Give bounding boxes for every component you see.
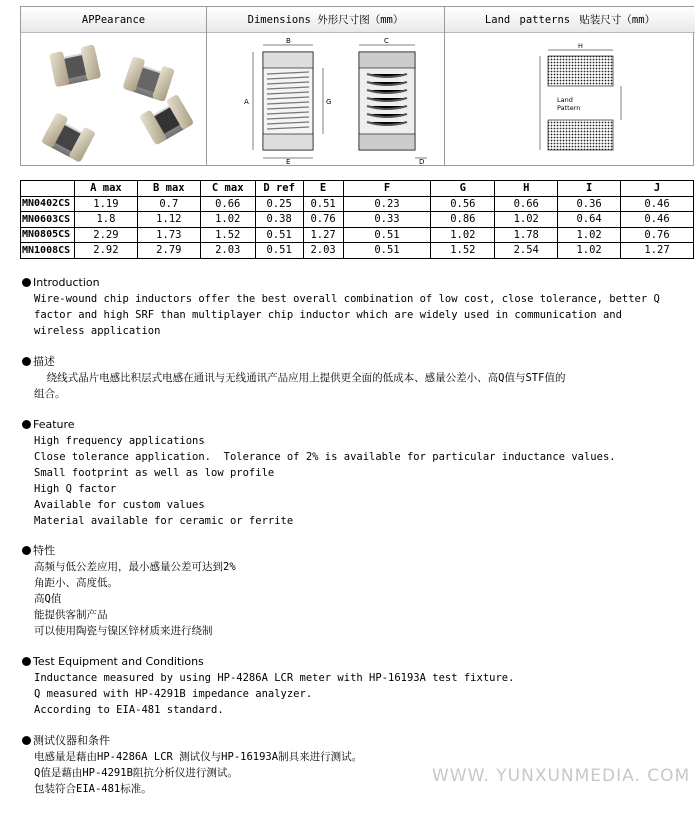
table-cell: 1.02 — [495, 212, 558, 228]
col-header: F — [343, 181, 431, 197]
table-cell: 0.56 — [431, 196, 495, 212]
table-cell: 2.92 — [74, 243, 137, 259]
table-cell: 1.02 — [558, 227, 621, 243]
col-header: A max — [74, 181, 137, 197]
intro-cn-line: 组合。 — [34, 388, 66, 400]
table-cell: MN0603CS — [21, 212, 75, 228]
col-header: J — [621, 181, 694, 197]
appearance-photo — [21, 34, 206, 165]
watermark: WWW. YUNXUNMEDIA. COM — [432, 766, 691, 786]
table-cell: 1.52 — [431, 243, 495, 259]
table-cell: 1.52 — [200, 227, 255, 243]
intro-line: Wire-wound chip inductors offer the best overall combination of low cost, close tolerance, better Q — [34, 293, 660, 305]
table-row — [21, 196, 694, 212]
table-row — [21, 212, 694, 228]
feature-cn-line: 高频与低公差应用，最小感量公差可达到2% — [34, 561, 236, 573]
table-cell: 1.73 — [137, 227, 200, 243]
col-header: D ref — [255, 181, 303, 197]
col-header — [21, 181, 75, 197]
intro-cn-section — [22, 354, 692, 402]
table-cell: 0.33 — [343, 212, 431, 228]
feature-cn-section — [22, 543, 692, 639]
test-line: Q measured with HP-4291B impedance analyzer. — [34, 688, 313, 700]
appearance-title: APPearance — [21, 7, 206, 33]
intro-cn-line: 绕线式晶片电感比积层式电感在通讯与无线通讯产品应用上提供更全面的低成本、感量公差小、高Q值与STF值的 — [34, 372, 566, 384]
table-cell: 0.38 — [255, 212, 303, 228]
section-heading: 特性 — [33, 544, 55, 557]
table-cell: 0.25 — [255, 196, 303, 212]
feature-line: Close tolerance application. Tolerance of 2% is available for particular inductance values. — [34, 451, 616, 463]
dim-label-a: A — [244, 98, 249, 106]
table-cell: 1.12 — [137, 212, 200, 228]
table-cell: 2.29 — [74, 227, 137, 243]
intro-section — [22, 275, 692, 339]
bullet-icon — [22, 546, 31, 555]
table-cell: 0.64 — [558, 212, 621, 228]
table-cell: 1.02 — [558, 243, 621, 259]
table-cell: 0.46 — [621, 196, 694, 212]
col-header: C max — [200, 181, 255, 197]
test-line: According to EIA-481 standard. — [34, 704, 224, 716]
section-heading: Introduction — [33, 276, 100, 289]
dim-label-c: C — [384, 37, 389, 45]
col-header: B max — [137, 181, 200, 197]
table-cell: 1.8 — [74, 212, 137, 228]
land-label-h: H — [578, 42, 583, 50]
table-cell: 0.51 — [255, 227, 303, 243]
table-cell: 0.76 — [303, 212, 343, 228]
feature-cn-line: 能提供客制产品 — [34, 609, 108, 621]
table-cell: MN0402CS — [21, 196, 75, 212]
table-cell: 0.46 — [621, 212, 694, 228]
table-cell: 1.02 — [431, 227, 495, 243]
land-pattern-panel — [444, 7, 695, 165]
col-header: I — [558, 181, 621, 197]
table-row — [21, 227, 694, 243]
bullet-icon — [22, 357, 31, 366]
table-cell: 2.03 — [303, 243, 343, 259]
table-cell: 0.66 — [495, 196, 558, 212]
test-cn-line: 电感量是藉由HP-4286A LCR 测试仪与HP-16193A制具来进行测试。 — [34, 751, 363, 763]
intro-line: factor and high SRF than multiplayer chip inductor which are widely used in communication and — [34, 309, 622, 321]
test-cn-line: 包装符合EIA-481标准。 — [34, 783, 152, 795]
section-heading: Test Equipment and Conditions — [33, 655, 204, 668]
dimensions-table — [20, 180, 694, 259]
feature-cn-line: 可以使用陶瓷与镍区锌材质来进行绕制 — [34, 625, 213, 637]
table-cell: 0.51 — [303, 196, 343, 212]
table-cell: 1.27 — [621, 243, 694, 259]
table-cell: 2.54 — [495, 243, 558, 259]
table-cell: 2.03 — [200, 243, 255, 259]
test-cn-line: Q值是藉由HP-4291B阻抗分析仪进行测试。 — [34, 767, 238, 779]
table-cell: MN0805CS — [21, 227, 75, 243]
section-heading: 测试仪器和条件 — [33, 734, 110, 747]
feature-section — [22, 417, 692, 529]
table-cell: 0.23 — [343, 196, 431, 212]
land-label-pattern: Pattern — [557, 104, 581, 112]
dimensions-drawing — [207, 34, 444, 165]
table-cell: 2.79 — [137, 243, 200, 259]
table-cell: 0.51 — [343, 227, 431, 243]
table-cell: MN1008CS — [21, 243, 75, 259]
table-cell: 0.51 — [343, 243, 431, 259]
section-heading: 描述 — [33, 355, 55, 368]
col-header: E — [303, 181, 343, 197]
feature-line: Small footprint as well as low profile — [34, 467, 275, 479]
bullet-icon — [22, 278, 31, 287]
land-label-land: Land — [557, 96, 573, 104]
col-header: H — [495, 181, 558, 197]
table-header-row — [21, 181, 694, 197]
dim-label-g: G — [326, 98, 332, 106]
table-cell: 0.76 — [621, 227, 694, 243]
test-section — [22, 654, 692, 718]
header-band — [20, 6, 694, 166]
land-pattern-title: Land patterns 贴装尺寸（mm） — [445, 7, 695, 33]
table-cell: 1.78 — [495, 227, 558, 243]
table-cell: 0.36 — [558, 196, 621, 212]
bullet-icon — [22, 657, 31, 666]
intro-line: wireless application — [34, 325, 161, 337]
dimensions-panel — [206, 7, 444, 165]
feature-line: High Q factor — [34, 483, 117, 495]
col-header: G — [431, 181, 495, 197]
appearance-panel — [21, 7, 206, 165]
land-pattern-drawing — [445, 34, 695, 165]
dimensions-title: Dimensions 外形尺寸图（mm） — [207, 7, 444, 33]
feature-cn-line: 高Q值 — [34, 593, 62, 605]
feature-cn-line: 角距小、高度低。 — [34, 577, 118, 589]
dim-label-b: B — [286, 37, 291, 45]
feature-line: High frequency applications — [34, 435, 205, 447]
table-row — [21, 243, 694, 259]
table-cell: 1.19 — [74, 196, 137, 212]
table-cell: 0.66 — [200, 196, 255, 212]
test-line: Inductance measured by using HP-4286A LCR meter with HP-16193A test fixture. — [34, 672, 515, 684]
feature-line: Available for custom values — [34, 499, 205, 511]
dim-label-d: D — [419, 158, 425, 166]
bullet-icon — [22, 736, 31, 745]
dim-label-e: E — [286, 158, 291, 166]
feature-line: Material available for ceramic or ferrite — [34, 515, 294, 527]
table-cell: 0.7 — [137, 196, 200, 212]
table-cell: 1.02 — [200, 212, 255, 228]
test-cn-section — [22, 733, 692, 797]
section-heading: Feature — [33, 418, 75, 431]
table-cell: 0.86 — [431, 212, 495, 228]
bullet-icon — [22, 420, 31, 429]
table-cell: 1.27 — [303, 227, 343, 243]
table-cell: 0.51 — [255, 243, 303, 259]
